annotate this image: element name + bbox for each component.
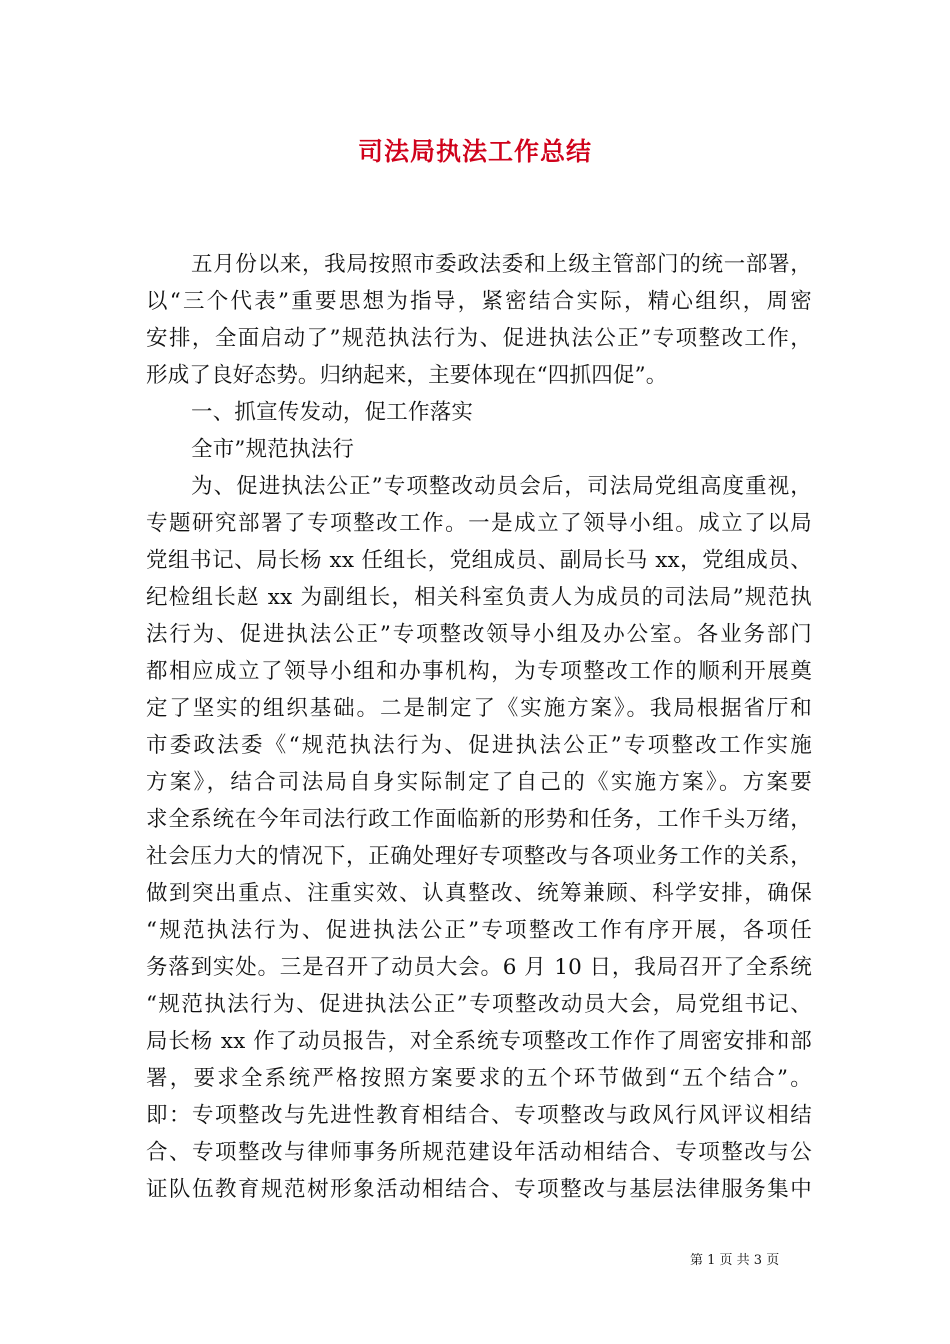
body-text-line: 市委政法委《“规范执法行为、促进执法公正”专项整改工作实施 bbox=[146, 733, 812, 758]
body-text-line: 方案》，结合司法局自身实际制定了自己的《实施方案》。方案要 bbox=[146, 770, 812, 795]
body-text-line: 都相应成立了领导小组和办事机构，为专项整改工作的顺利开展奠 bbox=[146, 659, 812, 684]
body-text-line: 党组书记、局长杨 xx 任组长，党组成员、副局长马 xx，党组成员、 bbox=[146, 548, 812, 573]
body-text-line: 安排，全面启动了”规范执法行为、促进执法公正”专项整改工作， bbox=[146, 326, 812, 351]
body-text-line: “规范执法行为、促进执法公正”专项整改工作有序开展，各项任 bbox=[146, 918, 812, 943]
body-text-line: 即：专项整改与先进性教育相结合、专项整改与政风行风评议相结 bbox=[146, 1103, 812, 1128]
body-text-line: 定了坚实的组织基础。二是制定了《实施方案》。我局根据省厅和 bbox=[146, 696, 812, 721]
document-body bbox=[146, 246, 812, 1208]
body-text-line: 以“三个代表”重要思想为指导，紧密结合实际，精心组织，周密 bbox=[146, 289, 812, 314]
body-text-line: 法行为、促进执法公正”专项整改领导小组及办公室。各业务部门 bbox=[146, 622, 812, 647]
body-text-line: 做到突出重点、注重实效、认真整改、统筹兼顾、科学安排，确保 bbox=[146, 881, 812, 906]
page-number-footer: 第 1 页 共 3 页 bbox=[690, 1253, 780, 1268]
body-text-line: 五月份以来，我局按照市委政法委和上级主管部门的统一部署， bbox=[191, 252, 812, 277]
body-text-line: 证队伍教育规范树形象活动相结合、专项整改与基层法律服务集中 bbox=[146, 1177, 812, 1202]
body-text-line: 求全系统在今年司法行政工作面临新的形势和任务，工作千头万绪， bbox=[146, 807, 812, 832]
body-text-line: 一、抓宣传发动，促工作落实 bbox=[191, 400, 474, 425]
body-text-line: 纪检组长赵 xx 为副组长，相关科室负责人为成员的司法局”规范执 bbox=[146, 585, 812, 610]
body-text-line: 署，要求全系统严格按照方案要求的五个环节做到“五个结合”。 bbox=[146, 1066, 812, 1091]
body-text-line: 局长杨 xx 作了动员报告，对全系统专项整改工作作了周密安排和部 bbox=[146, 1029, 812, 1054]
body-text-line: 务落到实处。三是召开了动员大会。6 月 10 日，我局召开了全系统 bbox=[146, 955, 812, 980]
body-text-line: “规范执法行为、促进执法公正”专项整改动员大会，局党组书记、 bbox=[146, 992, 812, 1017]
body-text-line: 为、促进执法公正”专项整改动员会后，司法局党组高度重视， bbox=[191, 474, 812, 499]
body-text-line: 专题研究部署了专项整改工作。一是成立了领导小组。成立了以局 bbox=[146, 511, 812, 536]
body-text-line: 社会压力大的情况下，正确处理好专项整改与各项业务工作的关系， bbox=[146, 844, 812, 869]
body-text-line: 全市”规范执法行 bbox=[191, 437, 355, 462]
body-text-line: 形成了良好态势。归纳起来，主要体现在“四抓四促”。 bbox=[146, 363, 668, 388]
body-text-line: 合、专项整改与律师事务所规范建设年活动相结合、专项整改与公 bbox=[146, 1140, 812, 1165]
document-title: 司法局执法工作总结 bbox=[357, 137, 592, 166]
